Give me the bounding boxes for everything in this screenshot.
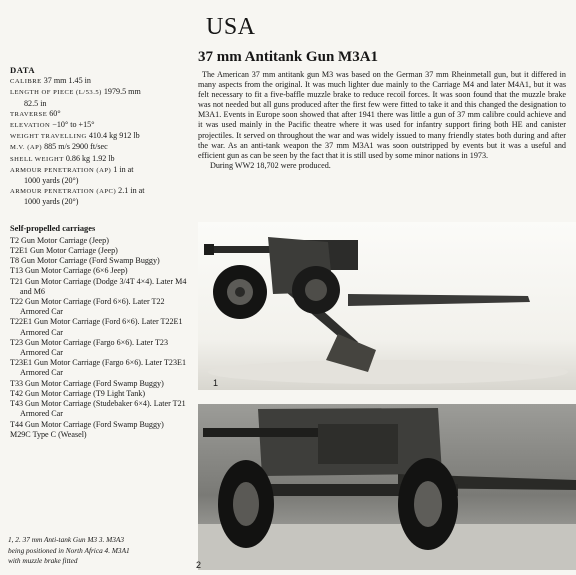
spec-label: CALIBRE <box>10 78 42 86</box>
carriage-item: T42 Gun Motor Carriage (T9 Light Tank) <box>10 388 146 398</box>
spec-label: ARMOUR PENETRATION (APC) <box>10 188 117 196</box>
article-body <box>198 70 566 171</box>
carriage-item: T8 Gun Motor Carriage (Ford Swamp Buggy) <box>10 256 160 266</box>
carriage-item: T23E1 Gun Motor Carriage (Fargo 6×6). Later T23E1 Armored Car <box>10 358 186 378</box>
specifications-column <box>10 65 192 440</box>
spec-value: 60° <box>47 108 61 118</box>
spec-value: 410.4 kg 912 lb <box>86 131 140 141</box>
caption-line-1: 1, 2. 37 mm Anti-tank Gun M3 3. M3A3 <box>8 535 124 544</box>
article-paragraph: The American 37 mm antitank gun M3 was based on the German 37 mm Rheinmetall gun, but it differed in many aspects from the original. It was much lighter due mainly to the Carriage M4 and later M4A1, but it was felt necessary to fit a five-baffle muzzle brake to reduce recoil forces. It was soon found that the muzzle brake was not needed but all guns produced after the first few were fitted to take it and this changed the designation to M3A1. Events in Europe soon showed that after 1941 there was little a gun of 37 mm calibre could achieve and it was used mainly in the Pacific theatre where it was used for infantry support firing both HE and canister projectiles. It served on throughout the war and was widely issued to many friendly states both during and after the war. As an anti-tank weapon the 37 mm M3A1 was soon outstripped by events but it was a useful and efficient gun as can be seen by the fact that it is still used by some minor nations in 1973. <box>198 70 566 160</box>
spec-row <box>10 109 192 120</box>
carriage-item: T22 Gun Motor Carriage (Ford 6×6). Later T22 Armored Car <box>10 297 165 317</box>
data-heading: DATA <box>10 65 36 75</box>
photo-number-1: 1 <box>213 378 219 388</box>
carriage-item: T13 Gun Motor Carriage (6×6 Jeep) <box>10 266 128 276</box>
photo-caption <box>8 535 194 567</box>
carriage-item: T22E1 Gun Motor Carriage (Ford 6×6). Later T22E1 Armored Car <box>10 317 183 337</box>
gun-illustration-2 <box>198 404 576 570</box>
carriage-list <box>10 236 192 440</box>
spec-row <box>10 154 192 165</box>
caption-line-2: being positioned in North Africa 4. M3A1 <box>8 545 130 555</box>
carriage-item: T44 Gun Motor Carriage (Ford Swamp Buggy) <box>10 419 164 429</box>
carriage-item: T43 Gun Motor Carriage (Studebaker 6×4). Later T21 Armored Car <box>10 399 186 419</box>
carriage-item: T33 Gun Motor Carriage (Ford Swamp Buggy) <box>10 378 164 388</box>
carriage-item: T2 Gun Motor Carriage (Jeep) <box>10 235 109 245</box>
spec-value: 0.86 kg 1.92 lb <box>63 153 115 163</box>
carriage-item: T2E1 Gun Motor Carriage (Jeep) <box>10 246 118 256</box>
carriage-item: T23 Gun Motor Carriage (Fargo 6×6). Later T23 Armored Car <box>10 337 169 358</box>
spec-label: ELEVATION <box>10 122 51 130</box>
spec-value: 1 in at <box>111 164 134 174</box>
caption-line-3: with muzzle brake fitted <box>8 556 78 565</box>
spec-label: WEIGHT TRAVELLING <box>10 133 87 141</box>
country-heading: USA <box>206 14 256 40</box>
spec-value: 37 mm 1.45 in <box>41 76 91 86</box>
spec-row <box>10 76 192 87</box>
carriage-item: M29C Type C (Weasel) <box>10 429 87 439</box>
spec-value: 2.1 in at <box>116 186 145 196</box>
spec-label: SHELL WEIGHT <box>10 155 64 163</box>
photo-gun-front-view <box>198 404 576 570</box>
carriages-heading: Self-propelled carriages <box>10 223 96 233</box>
spec-row <box>10 131 192 142</box>
spec-value-continued: 82.5 in <box>24 98 47 108</box>
weapon-title: 37 mm Antitank Gun M3A1 <box>198 49 379 65</box>
spec-row <box>10 120 192 131</box>
spec-label: ARMOUR PENETRATION (AP) <box>10 166 112 174</box>
spec-row <box>10 186 192 207</box>
spec-value: −10° to +15° <box>50 120 95 130</box>
gun-illustration-1 <box>198 222 576 390</box>
spec-label: M.V. (AP) <box>10 144 43 152</box>
photo-gun-side-view <box>198 222 576 390</box>
spec-value: 1979.5 mm <box>101 87 141 97</box>
carriage-item: T21 Gun Motor Carriage (Dodge 3/4T 4×4). Later M4 and M6 <box>10 276 187 296</box>
spec-value: 885 m/s 2900 ft/sec <box>42 142 108 152</box>
spec-row <box>10 165 192 186</box>
spec-label: TRAVERSE <box>10 110 48 118</box>
spec-label: LENGTH OF PIECE (L/53.5) <box>10 89 102 97</box>
spec-row <box>10 142 192 153</box>
production-note: During WW2 18,702 were produced. <box>210 160 331 170</box>
photo-number-2: 2 <box>196 560 202 570</box>
spec-value-continued: 1000 yards (20°) <box>24 197 79 207</box>
spec-value-continued: 1000 yards (20°) <box>24 176 79 186</box>
spec-row <box>10 87 192 108</box>
spec-list <box>10 76 192 207</box>
